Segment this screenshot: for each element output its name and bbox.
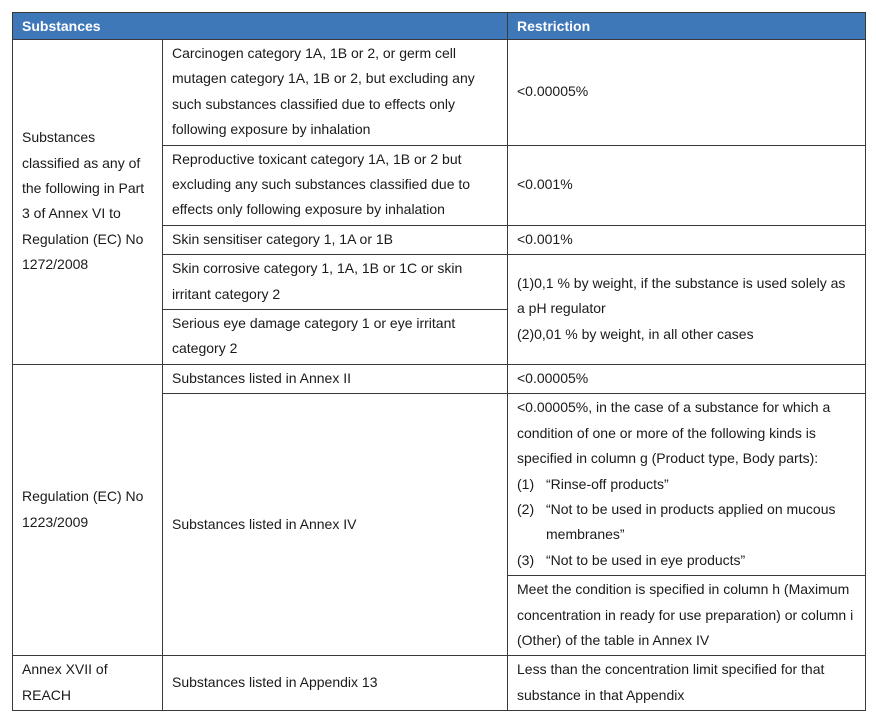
restriction-cell: <0.00005%	[508, 40, 866, 146]
substance-cell: Substances listed in Annex IV	[163, 394, 508, 656]
table-row	[13, 40, 866, 146]
substance-cell: Skin corrosive category 1, 1A, 1B or 1C or skin irritant category 2	[163, 255, 508, 310]
restriction-cell	[508, 394, 866, 576]
list-number: (2)	[517, 500, 535, 517]
list-number: (3)	[517, 551, 535, 568]
restriction-cell: <0.001%	[508, 145, 866, 225]
header-restriction: Restriction	[508, 13, 866, 40]
header-substances: Substances	[13, 13, 508, 40]
group-label-cosmetics: Regulation (EC) No 1223/2009	[13, 364, 163, 655]
list-item	[517, 497, 856, 548]
list-number: (1)	[517, 475, 535, 492]
list-text: “Rinse-off products”	[546, 475, 669, 492]
restriction-cell: <0.00005%	[508, 364, 866, 393]
substance-cell: Reproductive toxicant category 1A, 1B or 2 but excluding any such substances classified due to effects only following exposure by inhalation	[163, 145, 508, 225]
list-text: “Not to be used in eye products”	[546, 551, 746, 568]
substance-cell: Substances listed in Appendix 13	[163, 656, 508, 711]
list-text: “Not to be used in products applied on mucous membranes”	[546, 500, 836, 543]
restriction-cell: Meet the condition is specified in column h (Maximum concentration in ready for use preparation) or column i (Other) of the table in Annex IV	[508, 576, 866, 656]
restriction-cell: <0.001%	[508, 225, 866, 254]
restriction-line: (2)0,01 % by weight, in all other cases	[517, 325, 754, 342]
restriction-cell: Less than the concentration limit specified for that substance in that Appendix	[508, 656, 866, 711]
list-item	[517, 548, 856, 573]
substance-cell: Carcinogen category 1A, 1B or 2, or germ cell mutagen category 1A, 1B or 2, but excluding any such substances classified due to effects only following exposure by inhalation	[163, 40, 508, 146]
group-label-reach: Annex XVII of REACH	[13, 656, 163, 711]
list-item	[517, 472, 856, 497]
substance-cell: Skin sensitiser category 1, 1A or 1B	[163, 225, 508, 254]
table-row	[13, 656, 866, 711]
table-header-row	[13, 13, 866, 40]
substance-cell: Substances listed in Annex II	[163, 364, 508, 393]
table-row	[13, 364, 866, 393]
group-label-clp: Substances classified as any of the following in Part 3 of Annex VI to Regulation (EC) No 1272/2008	[13, 40, 163, 365]
substance-cell: Serious eye damage category 1 or eye irritant category 2	[163, 310, 508, 365]
restriction-intro: <0.00005%, in the case of a substance for which a condition of one or more of the following kinds is specified in column g (Product type, Body parts):	[517, 399, 831, 467]
restrictions-table	[12, 12, 866, 711]
restriction-cell	[508, 255, 866, 365]
restriction-line: (1)0,1 % by weight, if the substance is used solely as a pH regulator	[517, 274, 846, 317]
